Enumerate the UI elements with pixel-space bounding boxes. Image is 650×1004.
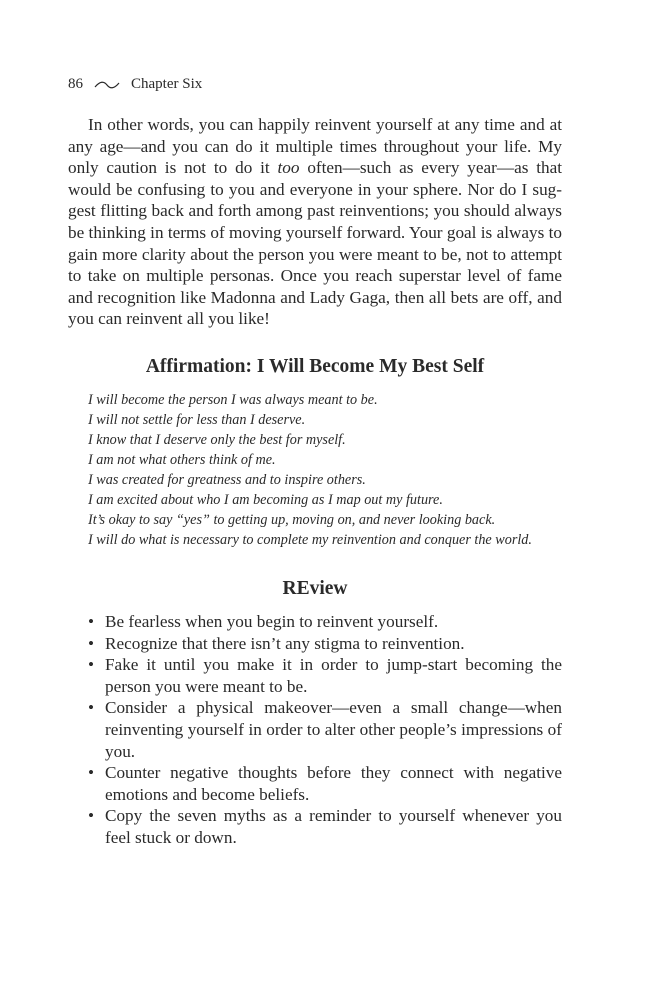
- review-item-text: Fake it until you make it in order to jump-start becoming the person you were meant to be.: [105, 655, 562, 696]
- bullet-icon: •: [88, 612, 95, 631]
- affirmation-line: I am not what others think of me.: [88, 452, 276, 468]
- body-paragraph: [68, 114, 562, 330]
- tilde-swash-icon: [93, 80, 121, 90]
- review-item-text: Counter negative thoughts before they connect with negative emotions and become beliefs.: [105, 763, 562, 804]
- affirmation-list: [88, 390, 532, 550]
- affirmation-line: It’s okay to say “yes” to getting up, moving on, and never looking back.: [88, 512, 496, 528]
- affirmation-line: I will not settle for less than I deserve.: [88, 412, 306, 428]
- page-number: 86: [68, 76, 83, 92]
- review-list: [88, 611, 562, 849]
- affirmation-line: I was created for greatness and to inspire others.: [88, 472, 366, 488]
- review-item-text: Copy the seven myths as a reminder to yourself whenever you feel stuck or down.: [105, 806, 562, 847]
- review-item: [88, 633, 562, 655]
- review-item: [88, 762, 562, 805]
- affirmation-heading: Affirmation: I Will Become My Best Self: [145, 356, 485, 377]
- review-item: [88, 697, 562, 762]
- review-heading: REview: [282, 578, 348, 599]
- review-item: [88, 611, 562, 633]
- running-header: [68, 76, 202, 93]
- review-item-text: Be fearless when you begin to reinvent yourself.: [105, 612, 439, 631]
- review-item: [88, 805, 562, 848]
- bullet-icon: •: [88, 763, 95, 783]
- bullet-icon: •: [88, 698, 95, 718]
- body-paragraph-emphasis: too: [277, 158, 300, 178]
- review-item-text: Consider a physical makeover—even a small change—when reinventing yourself in order to alter other people’s impressions of you.: [105, 698, 562, 761]
- bullet-icon: •: [88, 655, 95, 675]
- bullet-icon: •: [88, 633, 95, 653]
- affirmation-line: I will become the person I was always meant to be.: [88, 392, 378, 408]
- affirmation-line: I know that I deserve only the best for myself.: [88, 432, 346, 448]
- body-paragraph-text-1: In other words, you can happily reinvent yourself at any time and at any age—and you can do it multiple times throughout your life. My only caution is not to do it: [68, 115, 562, 178]
- bullet-icon: •: [88, 806, 95, 826]
- body-paragraph-text-2: often—such as every year—as that would be confusing to you and everyone in your sphere. Nor do I suggest flitting back and forth among past reinventions; you should always be thinking in terms of moving yourself forward. Your goal is always to gain more clarity about the person you were meant to be, not to attempt to take on multiple personas. Once you reach superstar level of fame and recognition like Madonna and Lady Gaga, then all bets are off, and you can reinvent all you like!: [68, 158, 562, 329]
- chapter-title: Chapter Six: [131, 76, 203, 92]
- review-item: [88, 654, 562, 697]
- review-item-text: Recognize that there isn’t any stigma to reinvention.: [105, 633, 465, 653]
- affirmation-line: I will do what is necessary to complete my reinvention and conquer the world.: [88, 532, 532, 548]
- affirmation-line: I am excited about who I am becoming as I map out my future.: [88, 492, 443, 508]
